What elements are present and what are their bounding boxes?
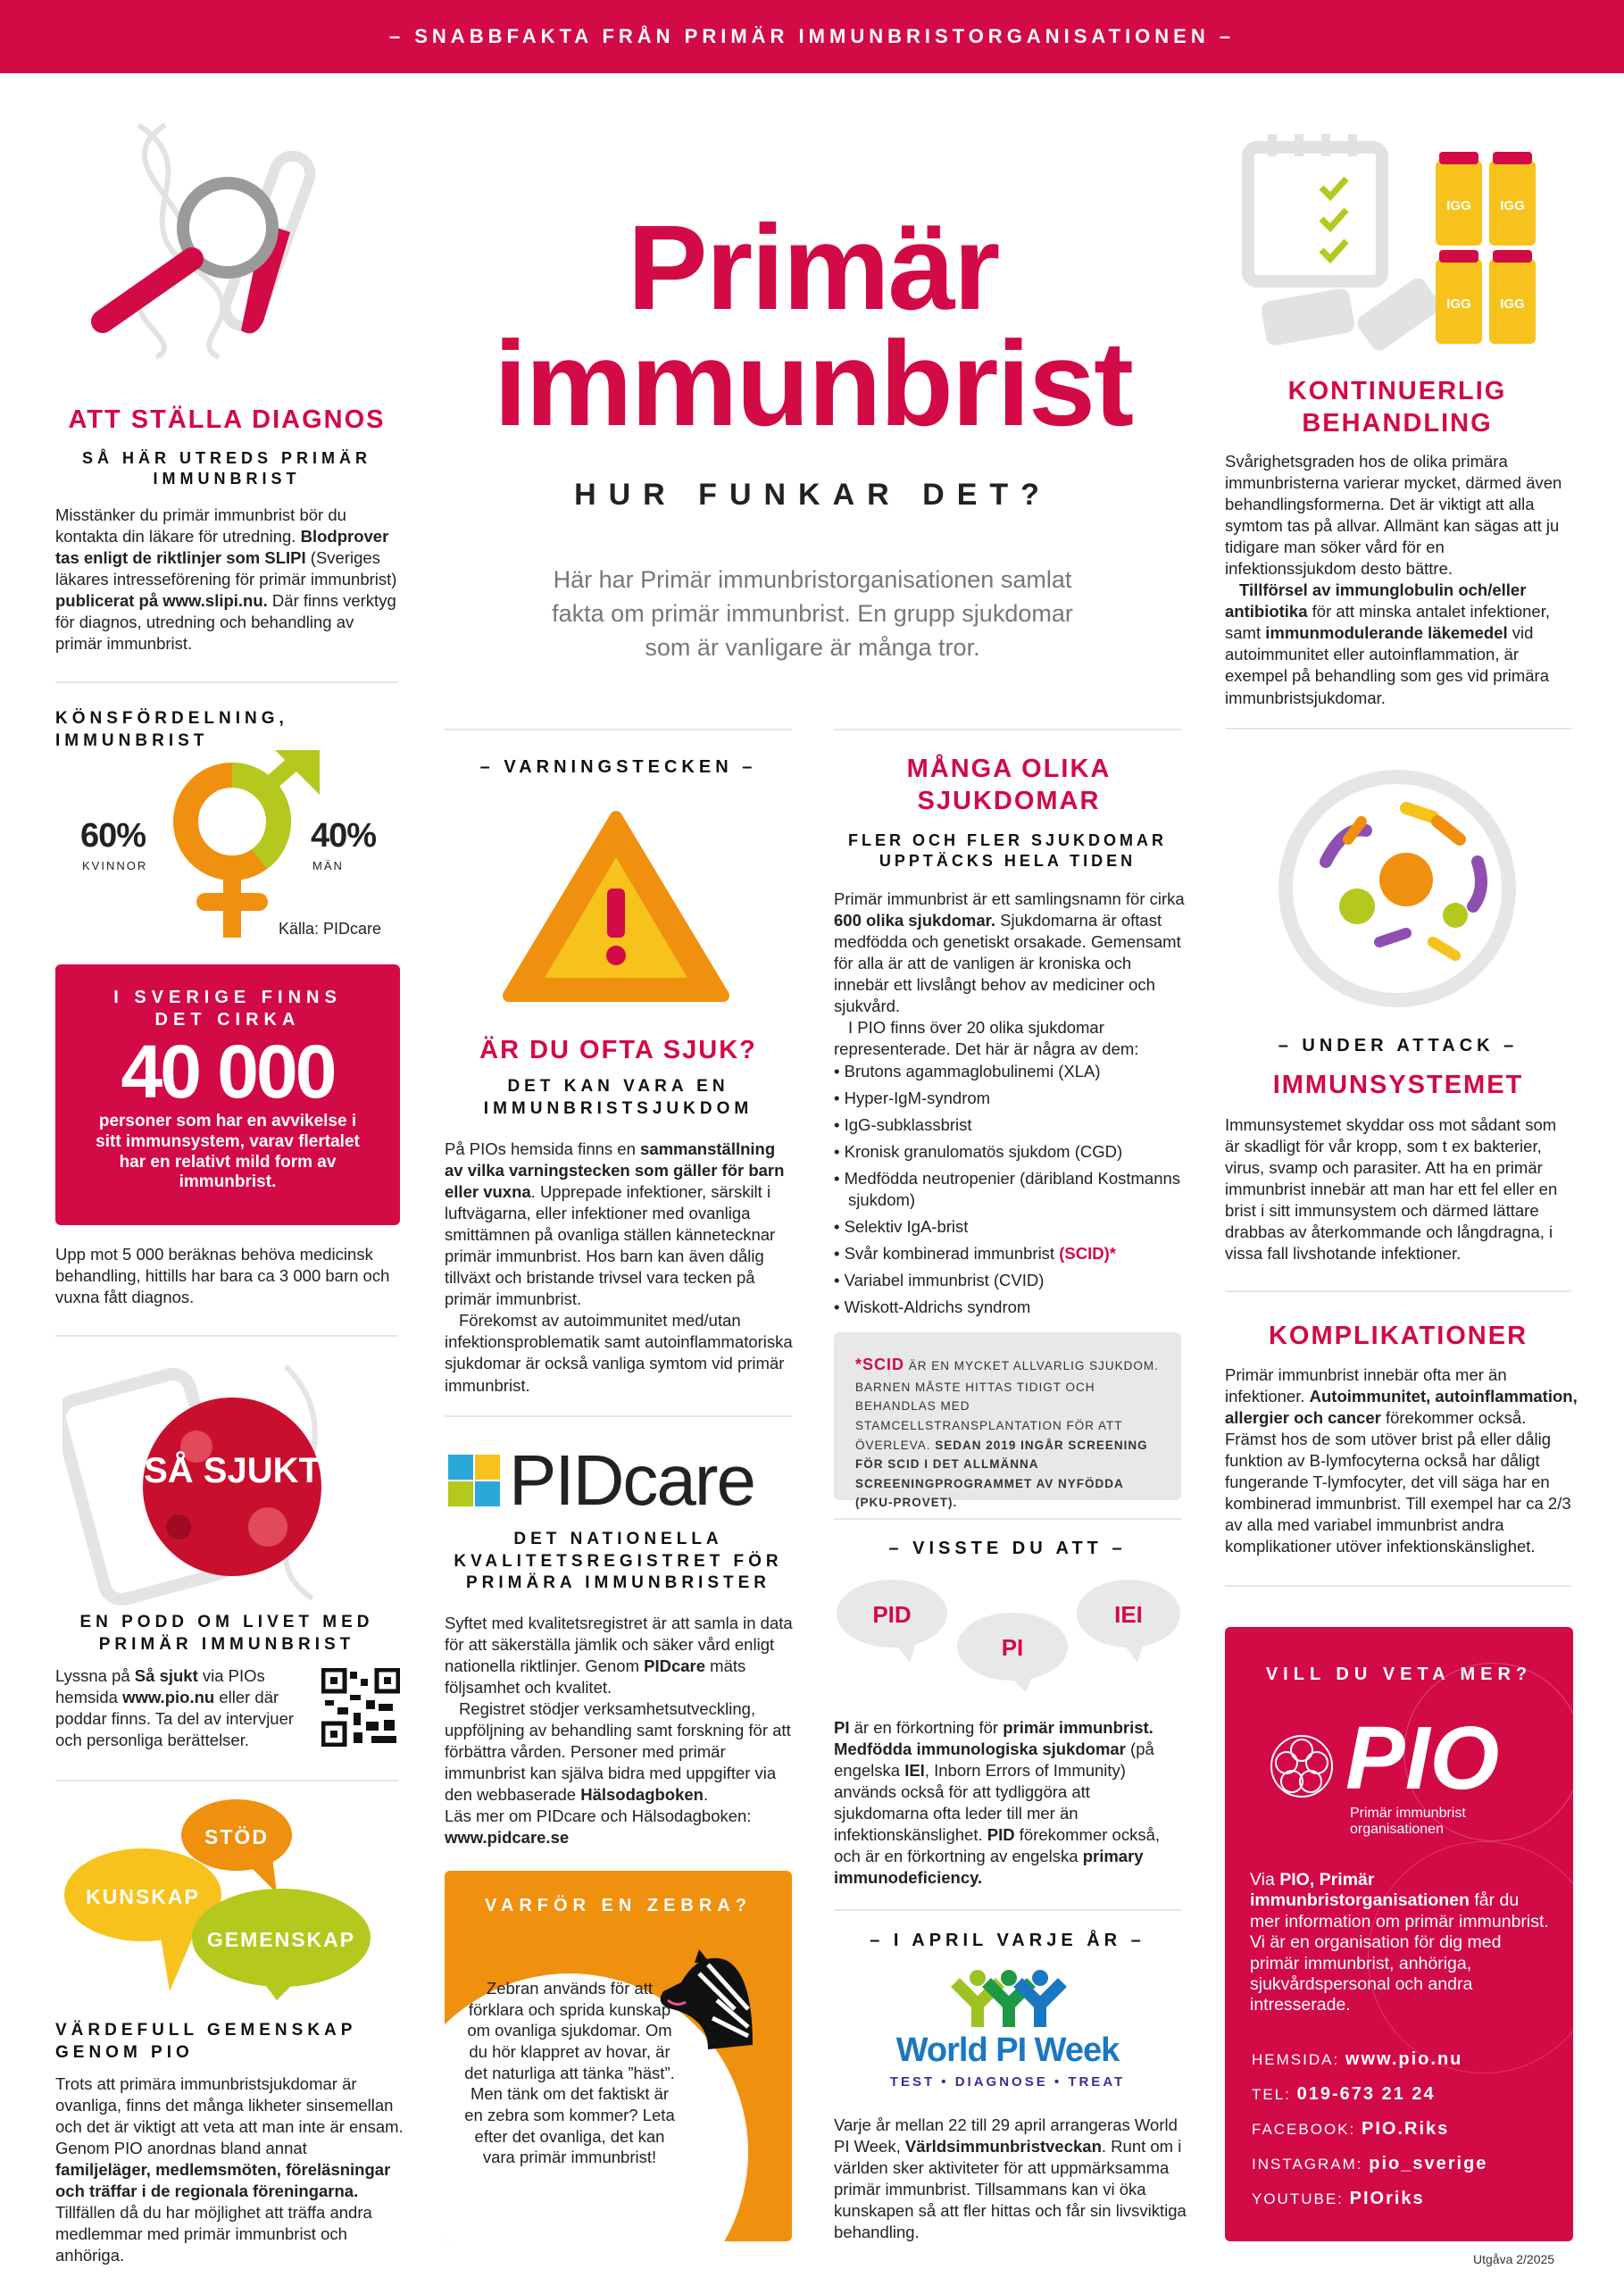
disease-item: • IgG-subklassbrist xyxy=(834,1114,1181,1136)
paragraph xyxy=(445,1139,797,1310)
qr-code-icon[interactable] xyxy=(321,1668,400,1747)
sjukdomar-subheading: FLER OCH FLER SJUKDOMAR UPPTÄCKS HELA TIDEN xyxy=(848,831,1167,871)
bold-segment: Blodprover tas enligt de riktlinjer som SLIPI xyxy=(55,527,389,568)
text-segment: Primär immunbrist innebär ofta mer än infektioner. xyxy=(1225,1365,1507,1406)
disease-item: • Kronisk granulomatös sjukdom (CGD) xyxy=(834,1141,1181,1163)
paragraph xyxy=(834,889,1187,1017)
text-segment: , Inborn Errors of Immunity) används också för att tydliggöra att sjukdomarna ofta leder till mer än infektionskänslighet. xyxy=(834,1761,1126,1845)
bubble-kunskap: KUNSKAP xyxy=(86,1885,200,1908)
text-segment: Där finns verktyg för diagnos, utredning och behandling av primär immunbrist. xyxy=(55,591,396,654)
disease-name: Svår kombinerad immunbrist xyxy=(844,1244,1055,1264)
disease-item: • Selektiv IgA-brist xyxy=(834,1216,1181,1238)
behandling-body xyxy=(1225,451,1575,709)
pio-label: VILL DU VETA MER? xyxy=(1265,1664,1533,1684)
text-segment: Misstänker du primär immunbrist bör du kontakta din läkare för utredning. xyxy=(55,505,346,546)
world-pi-week-tagline: TEST • DIAGNOSE • TREAT xyxy=(889,2074,1126,2090)
contact-youtube[interactable] xyxy=(1252,2182,1487,2216)
contact-key: FACEBOOK: xyxy=(1252,2121,1356,2138)
world-pi-week-logo: World PI Week xyxy=(895,2032,1120,2069)
title-line-1: Primär xyxy=(627,200,999,335)
gender-heading: KÖNSFÖRDELNING, IMMUNBRIST xyxy=(55,709,288,750)
contact-key: YOUTUBE: xyxy=(1252,2190,1344,2207)
text-segment: Registret stödjer verksamhetsutveckling, uppföljning av behandling samt forskning för att förbättra vården. Personer med primär immunbrist kan själva bidra med uppgifter via den webbaserade xyxy=(445,1699,791,1805)
contact-facebook[interactable] xyxy=(1252,2112,1487,2147)
pidcare-logo xyxy=(445,1439,754,1522)
text-segment: På PIOs hemsida finns en xyxy=(445,1139,641,1158)
sjukdomar-body xyxy=(834,889,1187,1060)
zebra-box xyxy=(445,1871,792,2241)
text-segment: Primär immunbrist är ett samlingsnamn för cirka xyxy=(834,889,1185,908)
divider xyxy=(55,681,398,683)
diagnos-heading: ATT STÄLLA DIAGNOS xyxy=(68,405,386,434)
paragraph xyxy=(55,1665,310,1751)
disease-list xyxy=(834,1061,1181,1323)
contact-website[interactable] xyxy=(1252,2042,1487,2077)
divider xyxy=(1225,1585,1571,1587)
scid-mark: (SCID)* xyxy=(1059,1244,1116,1264)
divider xyxy=(55,1780,398,1781)
text-segment: för att minska antalet infektioner, samt xyxy=(1225,602,1550,643)
page-title xyxy=(445,200,1181,451)
scid-note-bold: SEDAN 2019 INGÅR SCREENING FÖR SCID I DET ALLMÄNNA SCREENINGPROGRAMMET AV NYFÖDDA (PKU-PROVET). xyxy=(855,1438,1148,1510)
paragraph xyxy=(1225,1364,1578,1557)
igg-label: IGG xyxy=(1446,198,1471,213)
paragraph xyxy=(834,2115,1187,2243)
bold-segment: PID xyxy=(987,1825,1015,1845)
zebra-heading: VARFÖR EN ZEBRA? xyxy=(485,1896,752,1915)
top-banner: – SNABBFAKTA FRÅN PRIMÄR IMMUNBRISTORGANISATIONEN – xyxy=(0,0,1624,73)
text-segment: Sjukdomarna är oftast medfödda och genetiskt orsakade. Gemensamt för alla är att de vanligen är kroniska och innebär ett livslångt behov av mediciner och sjukvård. xyxy=(834,911,1181,1016)
abbreviation-bubbles xyxy=(834,1573,1181,1694)
scid-note-lead: *SCID xyxy=(855,1356,905,1373)
edition-label: Utgåva 2/2025 xyxy=(1473,2252,1555,2266)
disease-item: • Medfödda neutropenier (däribland Kostmanns sjukdom) xyxy=(834,1168,1181,1211)
bold-segment: www.pio.nu xyxy=(122,1688,215,1707)
paragraph xyxy=(834,1717,1187,1889)
disease-item: • Wiskott-Aldrichs syndrom xyxy=(834,1297,1181,1318)
women-label: KVINNOR xyxy=(82,859,148,872)
sjukdomar-heading: MÅNGA OLIKA SJUKDOMAR xyxy=(906,755,1112,816)
paragraph xyxy=(834,1017,1187,1060)
immun-heading: IMMUNSYSTEMET xyxy=(1272,1071,1524,1099)
paragraph xyxy=(1250,1870,1553,2016)
text-segment: vid autoimmunitet eller autoinflammation, är exempel på behandling som ges vid primära immunbristsjukdomar. xyxy=(1225,623,1550,707)
text-segment: är en förkortning för xyxy=(849,1718,1004,1737)
paragraph xyxy=(445,1310,797,1396)
bold-segment: PIDcare xyxy=(644,1656,706,1676)
paragraph xyxy=(445,1613,797,1698)
bold-segment: primär immunbrist. Medfödda immunologiska sjukdomar xyxy=(834,1718,1153,1759)
bold-segment: PI xyxy=(834,1718,850,1737)
visste-body xyxy=(834,1717,1187,1889)
divider xyxy=(834,729,1181,730)
pio-body xyxy=(1250,1870,1553,2016)
sweden-stats-box xyxy=(55,964,400,1225)
warning-triangle-icon xyxy=(500,808,732,1005)
paragraph xyxy=(55,505,398,655)
igg-label: IGG xyxy=(1446,296,1471,312)
text-segment: mäts följsamhet och kvalitet. xyxy=(445,1656,746,1698)
bold-segment: 600 olika sjukdomar. xyxy=(834,911,995,930)
bold-segment: publicerat på www.slipi.nu. xyxy=(55,591,268,611)
diagnos-body xyxy=(55,505,398,655)
podd-body xyxy=(55,1665,310,1751)
bold-segment: Världsimmunbristveckan xyxy=(904,2137,1102,2157)
contact-value: pio_sverige xyxy=(1369,2154,1488,2173)
intro-text: Här har Primär immunbristorganisationen samlat fakta om primär immunbrist. En grupp sjukdomar som är vanligare är många tror. xyxy=(552,566,1073,661)
pio-flower-icon xyxy=(1268,1732,1336,1800)
bubble-gemenskap: GEMENSKAP xyxy=(206,1928,356,1951)
april-body xyxy=(834,2115,1187,2243)
contact-phone[interactable] xyxy=(1252,2077,1487,2112)
divider xyxy=(834,1909,1181,1911)
gender-source: Källa: PIDcare xyxy=(279,920,382,938)
text-segment: Tillfällen då du har möjlighet att träffa andra medlemmar med primär immunbrist och anhöriga. xyxy=(55,2203,372,2265)
bold-segment: Tillförsel av immunglobulin och/eller antibiotika xyxy=(1225,580,1527,622)
pidcare-heading: DET NATIONELLA KVALITETSREGISTRET FÖR PRIMÄRA IMMUNBRISTER xyxy=(454,1530,783,1593)
pidcare-logo-text: PIDcare xyxy=(509,1440,754,1520)
pio-logo-sub2: organisationen xyxy=(1350,1821,1444,1837)
divider xyxy=(55,1335,398,1337)
text-segment: Syftet med kvalitetsregistret är att samla in data för att säkerställa jämlik och säker vård enligt nationella riktlinjer. Genom xyxy=(445,1614,793,1676)
contact-value: www.pio.nu xyxy=(1345,2049,1463,2069)
disease-item: • Variabel immunbrist (CVID) xyxy=(834,1270,1181,1291)
komplikationer-heading: KOMPLIKATIONER xyxy=(1268,1322,1528,1350)
contact-value: 019-673 21 24 xyxy=(1296,2084,1436,2104)
immun-body xyxy=(1225,1114,1575,1264)
text-segment: . xyxy=(703,1785,709,1805)
gemenskap-body xyxy=(55,2073,404,2266)
calendar-medicine-icon xyxy=(1241,134,1549,366)
sweden-text: personer som har en avvikelse i sitt immunsystem, varav flertalet har en relativt mild form av immunbrist. xyxy=(96,1112,360,1192)
text-segment: Svårighetsgraden hos de olika primära immunbristerna varierar mycket, därmed även behandlingsformerna. Det är viktigt att alla symtom tas på allvar. Allmänt kan sägas att ju tidigare man söker vård för en infektionssjukdom desto bättre. xyxy=(1225,452,1562,579)
men-percent: 40% xyxy=(311,817,377,855)
disease-item: • Brutons agammaglobulinemi (XLA) xyxy=(834,1061,1181,1082)
zebra-text: Zebran används för att förklara och sprida kunskap om ovanliga sjukdomar. Om du hör klappret av hovar, är det naturliga att tänka ”häst”. Men tänk om det faktiskt är en zebra som kommer? Leta efter det ovanliga, det kan vara primär immunbrist! xyxy=(464,1979,675,2167)
text-segment: förekommer också, och är en förkortning av engelska xyxy=(834,1825,1161,1866)
sweden-heading: I SVERIGE FINNS DET CIRKA xyxy=(113,988,342,1030)
igg-label: IGG xyxy=(1500,198,1525,213)
podd-heading: EN PODD OM LIVET MED PRIMÄR IMMUNBRIST xyxy=(79,1613,374,1654)
text-segment: (Sveriges läkares intresseförening för primär immunbrist) xyxy=(55,548,397,589)
paragraph xyxy=(1225,451,1575,580)
text-segment: via PIOs hemsida xyxy=(55,1666,265,1707)
bubble-stod: STÖD xyxy=(204,1825,269,1848)
bold-segment: PIO, Primär immunbristorganisationen xyxy=(1250,1870,1470,1911)
varning-heading: ÄR DU OFTA SJUK? xyxy=(479,1036,757,1064)
text-segment: I PIO finns över 20 olika sjukdomar representerade. Det här är några av dem: xyxy=(834,1018,1139,1059)
text-segment: får du mer information om primär immunbrist. Vi är en organisation för dig med primär immunbrist, anhöriga, sjukvårdspersonal och andra intresserade. xyxy=(1250,1890,1549,2015)
disease-item-scid xyxy=(834,1243,1181,1264)
bold-segment: Autoimmunitet, autoinflammation, allergier och cancer xyxy=(1225,1387,1578,1428)
paragraph xyxy=(1225,1114,1575,1264)
bold-segment: Hälsodagboken xyxy=(580,1785,704,1805)
bubble-iei: IEI xyxy=(1114,1601,1143,1628)
contact-key: INSTAGRAM: xyxy=(1252,2156,1363,2173)
gemenskap-heading: VÄRDEFULL GEMENSKAP GENOM PIO xyxy=(55,2021,357,2062)
text-segment: eller där poddar finns. Ta del av intervjuer och personliga berättelser. xyxy=(55,1688,295,1750)
bacteria-plate-icon xyxy=(1272,763,1522,1014)
sweden-number: 40 000 xyxy=(121,1030,335,1114)
paragraph xyxy=(1225,580,1575,708)
pio-logo-subtitle xyxy=(1350,1806,1466,1837)
scid-note-text: ÄR EN MYCKET ALLVARLIG SJUKDOM. BARNEN MÅSTE HITTAS TIDIGT OCH BEHANDLAS MED STAMCELLSTRANSPLANTATION FÖR ATT ÖVERLEVA. xyxy=(855,1359,1159,1452)
pio-logo-sub1: Primär immunbrist xyxy=(1350,1806,1466,1821)
bold-segment: Så sjukt xyxy=(134,1666,198,1685)
varning-subheading: DET KAN VARA EN IMMUNBRISTSJUKDOM xyxy=(483,1077,754,1118)
paragraph xyxy=(445,1698,797,1806)
divider xyxy=(1225,1290,1571,1292)
podcast-logo-text: SÅ SJUKT xyxy=(144,1451,321,1490)
sweden-note: Upp mot 5 000 beräknas behöva medicinsk behandling, hittills har bara ca 3 000 barn och vuxna fått diagnos. xyxy=(55,1245,390,1307)
pio-logo: PIO xyxy=(1345,1708,1500,1808)
visste-label: – VISSTE DU ATT – xyxy=(888,1539,1127,1558)
text-segment: Trots att primära immunbristsjukdomar är ovanliga, finns det många likheter sinsemellan och det är viktigt att veta att man inte är ensam. Genom PIO anordnas bland annat xyxy=(55,2074,404,2158)
bold-segment: familjeläger, medlemsmöten, föreläsningar och träffar i de regionala föreningarna. xyxy=(55,2160,391,2201)
text-segment: . Runt om i världen sker aktiviteter för att uppmärksamma primär immunbrist. Tillsammans kan vi öka kunskapen så att fler hittas och får sin livsviktiga behandling. xyxy=(834,2137,1187,2242)
text-segment: förekommer också. Främst hos de som utöver brist på eller dålig funktion av B-lymfocyterna också har dåligt fungerande T-lymfocyter, det vill säga har en kombinerad immunbrist. Till exempel har ca 2/3 av alla med variabel immunbrist andra komplikationer utöver infektionskänslighet. xyxy=(1225,1408,1571,1556)
bold-segment: primary immunodeficiency. xyxy=(834,1847,1144,1888)
scid-note-box xyxy=(834,1332,1181,1510)
text-segment: . Upprepade infektioner, särskilt i luftvägarna, eller infektioner med ovanliga smittämnen på ovanliga ställen kännetecknar primär immunbrist. Hos barn kan även dålig tillväxt och bristande trivsel vara tecken på primär immunbrist. xyxy=(445,1182,776,1309)
immun-label: – UNDER ATTACK – xyxy=(1278,1036,1519,1055)
komplikationer-body xyxy=(1225,1364,1578,1557)
text-segment: Förekomst av autoimmunitet med/utan infektionsproblematik samt autoinflammatoriska sjukdomar är också vanliga symtom vid primär immunbrist. xyxy=(445,1311,793,1395)
text-segment: Lyssna på xyxy=(55,1666,135,1685)
behandling-heading: KONTINUERLIG BEHANDLING xyxy=(1287,377,1507,438)
text-segment: Varje år mellan 22 till 29 april arrangeras World PI Week, xyxy=(834,2115,1178,2157)
gender-symbol-chart xyxy=(170,750,321,942)
paragraph xyxy=(55,2073,404,2266)
pidcare-more: Läs mer om PIDcare och Hälsodagboken: xyxy=(445,1806,752,1826)
men-label: MÄN xyxy=(312,859,344,872)
diagnos-subheading: SÅ HÄR UTREDS PRIMÄR IMMUNBRIST xyxy=(81,449,371,488)
bold-segment: IEI xyxy=(904,1761,925,1781)
divider xyxy=(1225,728,1571,730)
contact-value: PIO.Riks xyxy=(1361,2119,1450,2139)
contact-instagram[interactable] xyxy=(1252,2147,1487,2182)
pidcare-body xyxy=(445,1613,797,1849)
varning-body xyxy=(445,1139,797,1397)
puzzle-icon xyxy=(445,1451,504,1510)
divider xyxy=(834,1518,1181,1520)
pio-contacts xyxy=(1252,2042,1487,2216)
podcast-illustration xyxy=(62,1348,366,1607)
contact-key: HEMSIDA: xyxy=(1252,2051,1340,2068)
subtitle: HUR FUNKAR DET? xyxy=(574,478,1052,512)
igg-label: IGG xyxy=(1500,296,1525,312)
text-segment: Via xyxy=(1250,1870,1280,1890)
pio-contact-box xyxy=(1225,1627,1573,2241)
april-label: – I APRIL VARJE ÅR – xyxy=(870,1931,1145,1950)
contact-value: PIOriks xyxy=(1349,2189,1425,2208)
text-segment: Immunsystemet skyddar oss mot sådant som är skadligt för vår kropp, som t ex bakterier, virus, svamp och parasiter. Att ha en primär immunbrist innebär att man har ett fel eller en brist i sitt immunsystem och därmed lättare drabbas av återkommande och långdragna, i vissa fall livshotande infektioner. xyxy=(1225,1115,1558,1264)
contact-key: TEL: xyxy=(1252,2086,1291,2103)
bold-segment: immunmodulerande läkemedel xyxy=(1265,623,1508,643)
pidcare-link[interactable]: www.pidcare.se xyxy=(445,1828,570,1848)
text-segment: (på engelska xyxy=(834,1740,1154,1781)
speech-bubbles-illustration xyxy=(62,1795,375,2000)
varning-label: – VARNINGSTECKEN – xyxy=(479,757,757,777)
bold-segment: sammanställning av vilka varningstecken som gäller för barn eller vuxna xyxy=(445,1139,785,1202)
pidcare-paragraphs xyxy=(445,1613,797,1806)
title-line-2: immunbrist xyxy=(493,316,1133,451)
world-pi-week-figures-icon xyxy=(946,1969,1071,2027)
bubble-pi: PI xyxy=(1001,1634,1024,1661)
women-percent: 60% xyxy=(80,817,146,855)
divider xyxy=(445,1415,792,1417)
disease-item: • Hyper-IgM-syndrom xyxy=(834,1088,1181,1109)
bubble-pid: PID xyxy=(872,1601,912,1628)
divider xyxy=(445,729,792,730)
magnifier-test-tube-icon xyxy=(85,116,353,366)
